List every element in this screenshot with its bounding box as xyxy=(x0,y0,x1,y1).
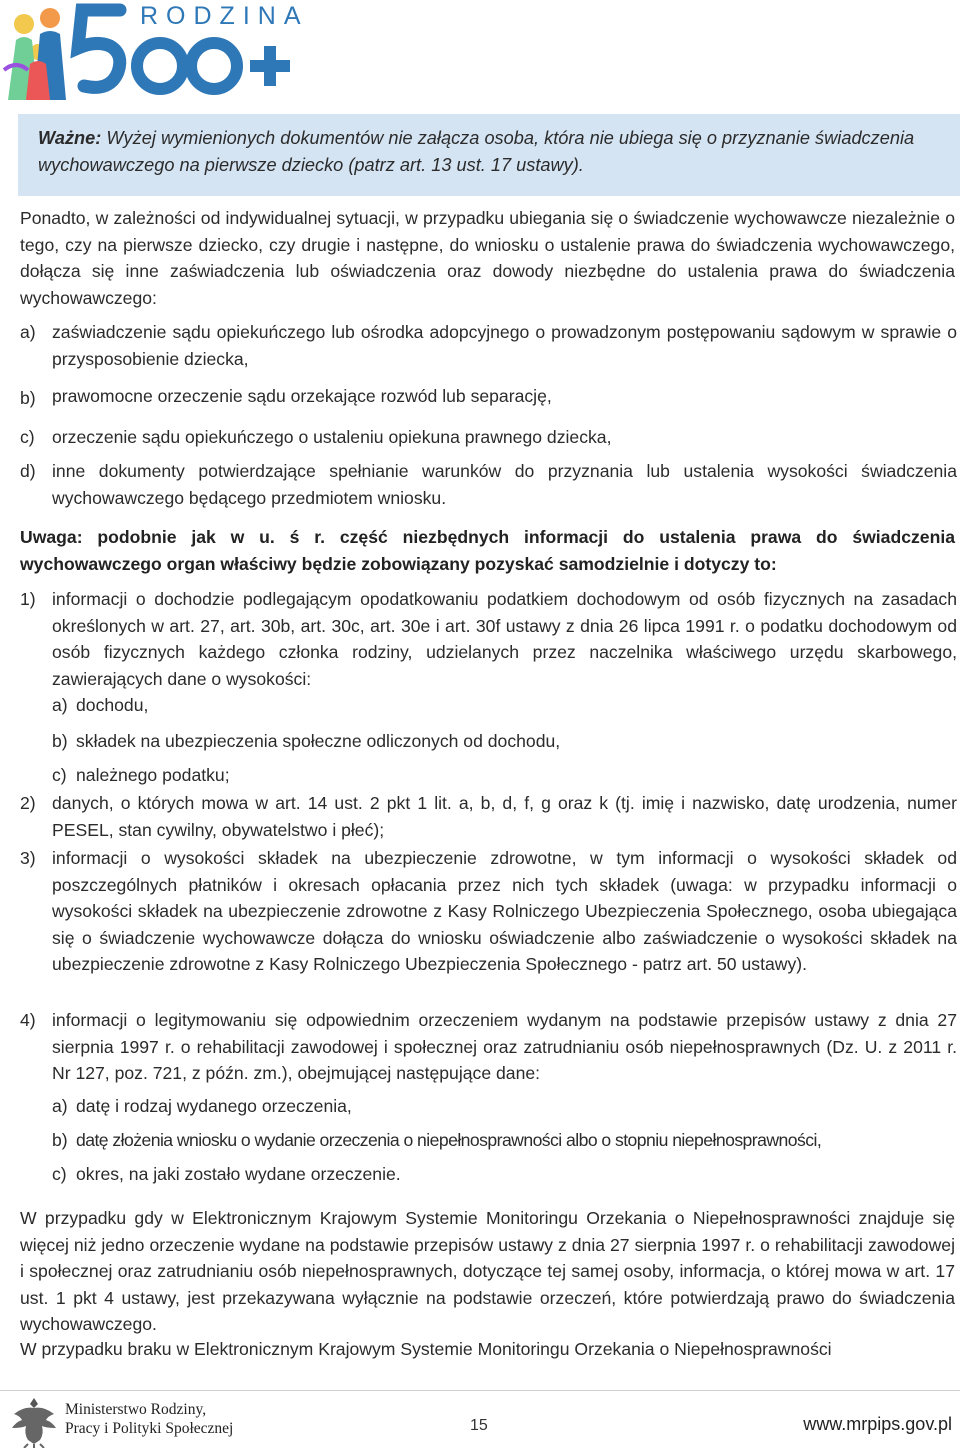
item-4c-text: okres, na jaki zostało wydane orzeczenie. xyxy=(76,1164,401,1184)
intro-paragraph: Ponadto, w zależności od indywidualnej sytuacji, w przypadku ubiegania się o świadczenie wychowawcze niezależnie o tego, czy na pierwsze dziecko, czy drugie i następne, do wniosku o ustalenie prawa do świadczenia wychowawczego, dołącza się inne zaświadczenia lub oświadczenia oraz dowody niezbędne do ustalenia prawa do świadczenia wychowawczego: xyxy=(20,208,955,308)
item-4-label: 4) xyxy=(20,1010,36,1030)
item-2-label: 2) xyxy=(20,793,36,813)
doc-b-label: b) xyxy=(20,388,36,408)
last-paragraph: W przypadku braku w Elektronicznym Krajowym Systemie Monitoringu Orzekania o Niepełnosprawności xyxy=(20,1339,832,1359)
item-4b-label: b) xyxy=(52,1130,68,1150)
eagle-emblem-icon xyxy=(8,1394,60,1448)
doc-d-text: inne dokumenty potwierdzające spełnianie warunków do przyznania lub ustalenia wysokości świadczenia wychowawczego będącego przedmiotem wniosku. xyxy=(52,461,957,508)
ministry-name xyxy=(65,1400,233,1438)
warning-label: Ważne: xyxy=(38,128,102,148)
warning-text xyxy=(38,125,950,179)
item-1-text: informacji o dochodzie podlegającym opodatkowaniu podatkiem dochodowym od osób fizycznych na zasadach określonych w art. 27, art. 30b, art. 30c, art. 30e i art. 30f ustawy z dnia 26 lipca 1991 r. o podatku dochodowym od osób fizycznych każdego członka rodziny, udzielanych przez naczelnika właściwego urzędu skarbowego, zawierających dane o wysokości: xyxy=(52,589,957,689)
item-1b-text: składek na ubezpieczenia społeczne odliczonych od dochodu, xyxy=(76,731,561,751)
item-1c-label: c) xyxy=(52,765,67,785)
item-2-text: danych, o których mowa w art. 14 ust. 2 pkt 1 lit. a, b, d, f, g oraz k (tj. imię i nazwisko, datę urodzenia, numer PESEL, stan cywilny, obywatelstwo i płeć); xyxy=(52,793,957,840)
item-1b-label: b) xyxy=(52,731,68,751)
doc-b-text: prawomocne orzeczenie sądu orzekające rozwód lub separację, xyxy=(52,386,552,406)
item-1c-text: należnego podatku; xyxy=(76,765,230,785)
item-4c-label: c) xyxy=(52,1164,67,1184)
ministry-line-1: Ministerstwo Rodziny, xyxy=(65,1401,207,1418)
doc-c-label: c) xyxy=(20,427,35,447)
warning-box xyxy=(18,114,960,196)
item-3-label: 3) xyxy=(20,848,36,868)
doc-d-label: d) xyxy=(20,461,36,481)
doc-a-text: zaświadczenie sądu opiekuńczego lub ośrodka adopcyjnego o prowadzonym postępowaniu sądowym w sprawie o przysposobienie dziecka, xyxy=(52,322,957,369)
item-3-text: informacji o wysokości składek na ubezpieczenie zdrowotne, w tym informacji o wysokości składek od poszczególnych płatników i okresach opłacania przez nich tych składek (uwaga: w przypadku informacji o wysokości składek na ubezpieczenie zdrowotne z Kasy Rolniczego Ubezpieczenia Społecznego, osoba ubiegająca się o świadczenie wychowawcze dołącza do wniosku oświadczenie albo zaświadczenie o wysokości składek na ubezpieczenie zdrowotne z Kasy Rolniczego Ubezpieczenia Społecznego - patrz art. 50 ustawy). xyxy=(52,848,957,974)
item-4a-label: a) xyxy=(52,1096,68,1116)
page-number: 15 xyxy=(470,1417,488,1434)
item-1-label: 1) xyxy=(20,589,36,609)
item-4b-text: datę złożenia wniosku o wydanie orzeczenia o niepełnosprawności albo o stopniu niepełnosprawności, xyxy=(76,1130,822,1150)
doc-a-label: a) xyxy=(20,322,36,342)
ministry-line-2: Pracy i Polityki Społecznej xyxy=(65,1420,234,1437)
sem-paragraph: W przypadku gdy w Elektronicznym Krajowym Systemie Monitoringu Orzekania o Niepełnosprawności znajduje się więcej niż jedno orzeczenie wydane na podstawie przepisów ustawy z dnia 27 sierpnia 1997 r. o rehabilitacji zawodowej i społecznej oraz zatrudnianiu osób niepełnosprawnych, dotyczące tej samej osoby, informacja, o której mowa w art. 17 ust. 1 pkt 4 ustawy, jest przekazywana wyłącznie na podstawie orzeczeń, które potwierdzają prawo do świadczenia wychowawczego. xyxy=(20,1208,955,1334)
item-1a-text: dochodu, xyxy=(76,695,149,715)
rodzina-500-logo xyxy=(0,0,309,100)
logo-wordmark: RODZINA xyxy=(140,2,309,30)
item-1a-label: a) xyxy=(52,695,68,715)
item-4a-text: datę i rodzaj wydanego orzeczenia, xyxy=(76,1096,352,1116)
website-link[interactable]: www.mrpips.gov.pl xyxy=(803,1414,952,1434)
footer-divider xyxy=(0,1390,960,1391)
doc-c-text: orzeczenie sądu opiekuńczego o ustaleniu opiekuna prawnego dziecka, xyxy=(52,427,612,447)
warning-body: Wyżej wymienionych dokumentów nie załącza osoba, która nie ubiega się o przyznanie świadczenia wychowawczego na pierwsze dziecko (patrz art. 13 ust. 17 ustawy). xyxy=(38,128,915,175)
item-4-text: informacji o legitymowaniu się odpowiednim orzeczeniem wydanym na podstawie przepisów ustawy z dnia 27 sierpnia 1997 r. o rehabilitacji zawodowej i społecznej oraz zatrudnianiu osób niepełnosprawnych (Dz. U. z 2011 r. Nr 127, poz. 721, z późn. zm.), obejmującej następujące dane: xyxy=(52,1010,957,1083)
note-bold: Uwaga: podobnie jak w u. ś r. część niezbędnych informacji do ustalenia prawa do świadczenia wychowawczego organ właściwy będzie zobowiązany pozyskać samodzielnie i dotyczy to: xyxy=(20,527,955,574)
